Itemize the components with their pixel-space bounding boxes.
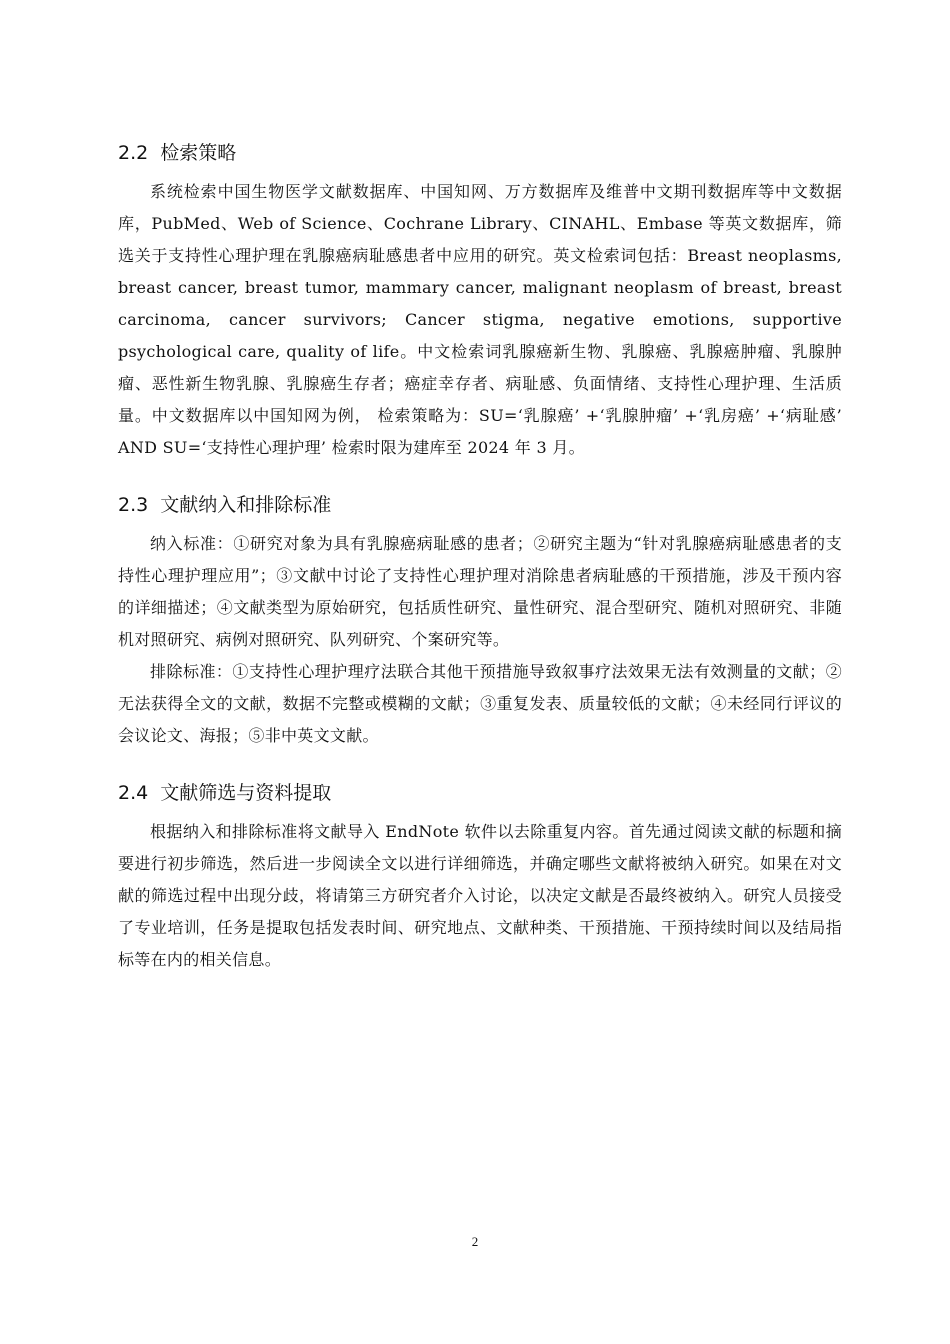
section-2-2: [118, 138, 842, 464]
section-heading: [118, 490, 842, 520]
section-2-3: [118, 490, 842, 752]
section-title: 文献筛选与资料提取: [160, 782, 332, 804]
page-number: 2: [471, 1234, 479, 1249]
search-strategy-paragraph: 系统检索中国生物医学文献数据库、中国知网、万方数据库及维普中文期刊数据库等中文数据库，PubMed、Web of Science、Cochrane Library、CINAHL、Embase 等英文数据库，筛选关于支持性心理护理在乳腺癌病耻感患者中应用的研究。英文检索词包括：Breast neoplasms, breast cancer, breast tumor, mammary cancer, malignant neoplasm of breast, breast carcinoma, cancer survivors; Cancer stigma, negative emotions, supportive psychological care, quality of life。中文检索词乳腺癌新生物、乳腺癌、乳腺癌肿瘤、乳腺肿瘤、恶性新生物乳腺、乳腺癌生存者；癌症幸存者、病耻感、负面情绪、支持性心理护理、生活质量。中文数据库以中国知网为例， 检索策略为：SU=‘乳腺癌’ +‘乳腺肿瘤’ +‘乳房癌’ +‘病耻感’ AND SU=‘支持性心理护理’ 检索时限为建库至 2024 年 3 月。: [118, 182, 842, 457]
section-title: 检索策略: [160, 142, 237, 164]
section-2-4: [118, 778, 842, 976]
section-heading: [118, 138, 842, 168]
section-number: 2.2: [118, 142, 149, 164]
inclusion-criteria-paragraph: 纳入标准：①研究对象为具有乳腺癌病耻感的患者；②研究主题为“针对乳腺癌病耻感患者的支持性心理护理应用”；③文献中讨论了支持性心理护理对消除患者病耻感的干预措施，涉及干预内容的详细描述；④文献类型为原始研究，包括质性研究、量性研究、混合型研究、随机对照研究、非随机对照研究、病例对照研究、队列研究、个案研究等。: [118, 534, 842, 649]
exclusion-criteria-paragraph: 排除标准：①支持性心理护理疗法联合其他干预措施导致叙事疗法效果无法有效测量的文献；②无法获得全文的文献，数据不完整或模糊的文献；③重复发表、质量较低的文献；④未经同行评议的会议论文、海报；⑤非中英文文献。: [118, 662, 842, 745]
section-number: 2.4: [118, 782, 149, 804]
screening-extraction-paragraph: 根据纳入和排除标准将文献导入 EndNote 软件以去除重复内容。首先通过阅读文献的标题和摘要进行初步筛选，然后进一步阅读全文以进行详细筛选，并确定哪些文献将被纳入研究。如果在对文献的筛选过程中出现分歧，将请第三方研究者介入讨论，以决定文献是否最终被纳入。研究人员接受了专业培训，任务是提取包括发表时间、研究地点、文献种类、干预措施、干预持续时间以及结局指标等在内的相关信息。: [118, 822, 842, 969]
section-number: 2.3: [118, 494, 149, 516]
section-heading: [118, 778, 842, 808]
page-body: [118, 138, 842, 1002]
section-title: 文献纳入和排除标准: [160, 494, 332, 516]
